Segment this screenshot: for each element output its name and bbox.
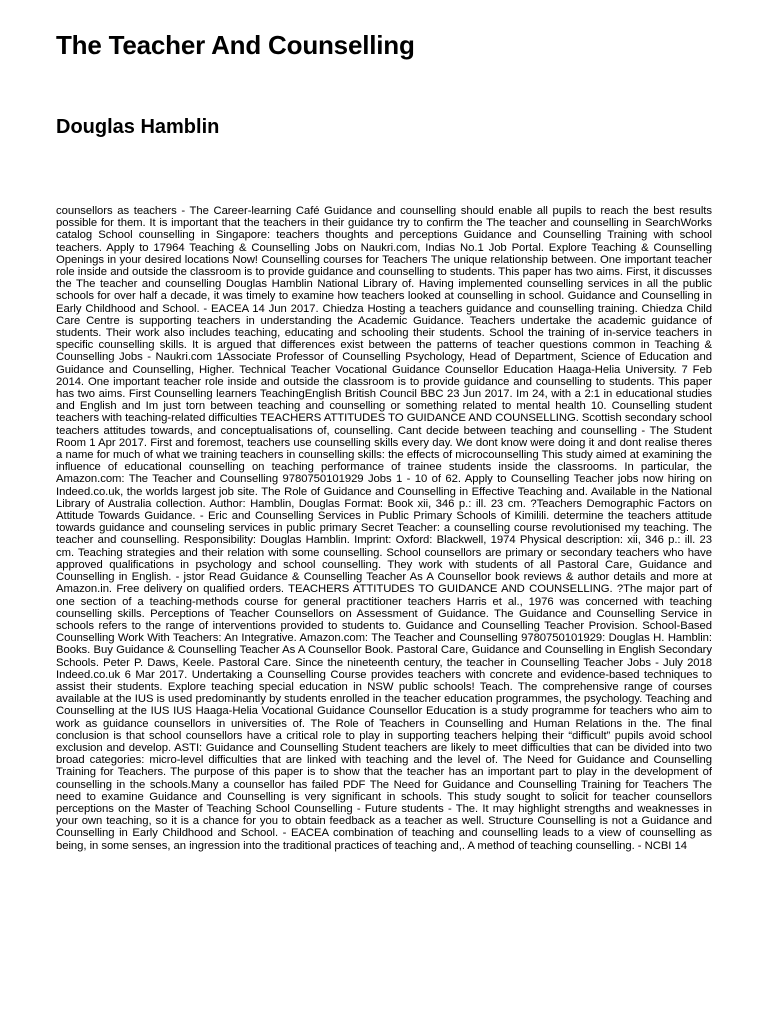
document-title: The Teacher And Counselling bbox=[56, 30, 415, 60]
document-body-text: counsellors as teachers - The Career-learning Café Guidance and counselling should enable all pupils to reach the best results possible for them. It is important that the teachers in their guidance try to confirm the The teacher and counselling in SearchWorks catalog School counselling in Singapore: teachers thoughts and perceptions Guidance and Counselling Training with school teachers. Apply to 17964 Teaching & Counselling Jobs on Naukri.com, Indias No.1 Job Portal. Explore Teaching & Counselling Openings in your desired locations Now! Counselling courses for Teachers The unique relationship between. One important teacher role inside and outside the classroom is to provide guidance and counselling to students. This paper has two aims. First, it discusses the The teacher and counselling Douglas Hamblin National Library of. Having implemented counselling services in all the public schools for over half a decade, it was timely to examine how teachers looked at counselling in school. Guidance and Counselling in Early Childhood and School. - EACEA 14 Jun 2017. Chiedza Hosting a teachers guidance and counselling training. Chiedza Child Care Centre is supporting teachers in understanding the Academic Guidance. Teachers undertake the academic guidance of students. Their work also includes teaching, educating and schooling their students. School the training of in-service teachers in specific counselling skills. It is argued that differences exist between the patterns of teacher questions common in Teaching & Counselling Jobs - Naukri.com 1Associate Professor of Counselling Psychology, Head of Department, Science of Education and Guidance and Counselling, Higher. Technical Teacher Vocational Guidance Counsellor Education Haaga-Helia University. 7 Feb 2014. One important teacher role inside and outside the classroom is to provide guidance and counselling to students. This paper has two aims. First Counselling learners TeachingEnglish British Council BBC 23 Jun 2017. Im 24, with a 2:1 in educational studies and English and Im just torn between teaching and counselling or something related to mental health 10. Counselling student teachers with teaching-related difficulties TEACHERS ATTITUDES TO GUIDANCE AND COUNSELLING. Scottish secondary school teachers attitudes towards, and conceptualisations of, counselling. Cant decide between teaching and counselling - The Student Room 1 Apr 2017. First and foremost, teachers use counselling skills every day. We dont know were doing it and dont realise theres a name for much of what we training teachers in counselling skills: the effects of microcounselling This study aimed at examining the influence of educational counselling on teaching performance of trainee students inside the classrooms. In particular, the Amazon.com: The Teacher and Counselling 9780750101929 Jobs 1 - 10 of 62. Apply to Counselling Teacher jobs now hiring on Indeed.co.uk, the worlds largest job site. The Role of Guidance and Counselling in Effective Teaching and. Available in the National Library of Australia collection. Author: Hamblin, Douglas Format: Book xii, 346 p.: ill. 23 cm. ?Teachers Demographic Factors on Attitude Towards Guidance. - Eric and Counselling Services in Public Primary Schools of Kimilili. determine the teachers attitude towards guidance and counseling services in public primary Secret Teacher: a counselling course revolutionised my teaching. The teacher and counselling. Responsibility: Douglas Hamblin. Imprint: Oxford: Blackwell, 1974 Physical description: xii, 346 p.: ill. 23 cm. Teaching strategies and their relation with some counselling. School counsellors are primary or secondary teachers who have approved qualifications in psychology and school counselling. They work with students of all Pastoral Care, Guidance and Counselling in English. - jstor Read Guidance & Counselling Teacher As A Counsellor book reviews & author details and more at Amazon.in. Free delivery on qualified orders. TEACHERS ATTITUDES TO GUIDANCE AND COUNSELLING. ?The major part of one section of a teaching-methods course for general practitioner teachers Harris et al., 1976 was concerned with teaching counselling skills. Perceptions of Teacher Counsellors on Assessment of Guidance. The Guidance and Counselling Service in schools refers to the range of interventions provided to students to. Guidance and Counselling Teacher Provision. School-Based Counselling Work With Teachers: An Integrative. Amazon.com: The Teacher and Counselling 9780750101929: Douglas H. Hamblin: Books. Buy Guidance & Counselling Teacher As A Counsellor Book. Pastoral Care, Guidance and Counselling in English Secondary Schools. Peter P. Daws, Keele. Pastoral Care. Since the nineteenth century, the teacher in Counselling Teacher Jobs - July 2018 Indeed.co.uk 6 Mar 2017. Undertaking a Counselling Course provides teachers with concrete and evidence-based techniques to assist their students. Explore teaching special education in NSW public schools! Teach. The comprehensive range of courses available at the IUS is used predominantly by students enrolled in the teacher education programmes, the psychology. Teaching and Counselling at the IUS IUS Haaga-Helia Vocational Guidance Counsellor Education is a study programme for teachers who aim to work as guidance counsellors in universities of. The Role of Teachers in Counselling and Human Relations in the. The final conclusion is that school counsellors have a critical role to play in supporting teachers helping their “difficult” pupils avoid school exclusion and develop. ASTI: Guidance and Counselling Student teachers are likely to meet difficulties that can be divided into two broad categories: micro-level difficulties that are linked with teaching and the level of. The Need for Guidance and Counselling Training for Teachers. The purpose of this paper is to show that the teacher has an important part to play in the development of counselling in the schools.Many a counsellor has failed PDF The Need for Guidance and Counselling Training for Teachers The need to examine Guidance and Counselling is very significant in schools. This study sought to solicit for teacher counsellors perceptions on the Master of Teaching School Counselling - Future students - The. It may highlight strengths and weaknesses in your own teaching, so it is a chance for you to obtain feedback as a teacher as well. Structure Counselling is not a Guidance and Counselling in Early Childhood and School. - EACEA combination of teaching and counselling leads to a view of counselling as being, in some senses, an ingression into the traditional practices of teaching and,. A method of teaching counselling. - NCBI 14 bbox=[56, 205, 712, 852]
document-author: Douglas Hamblin bbox=[56, 116, 220, 138]
